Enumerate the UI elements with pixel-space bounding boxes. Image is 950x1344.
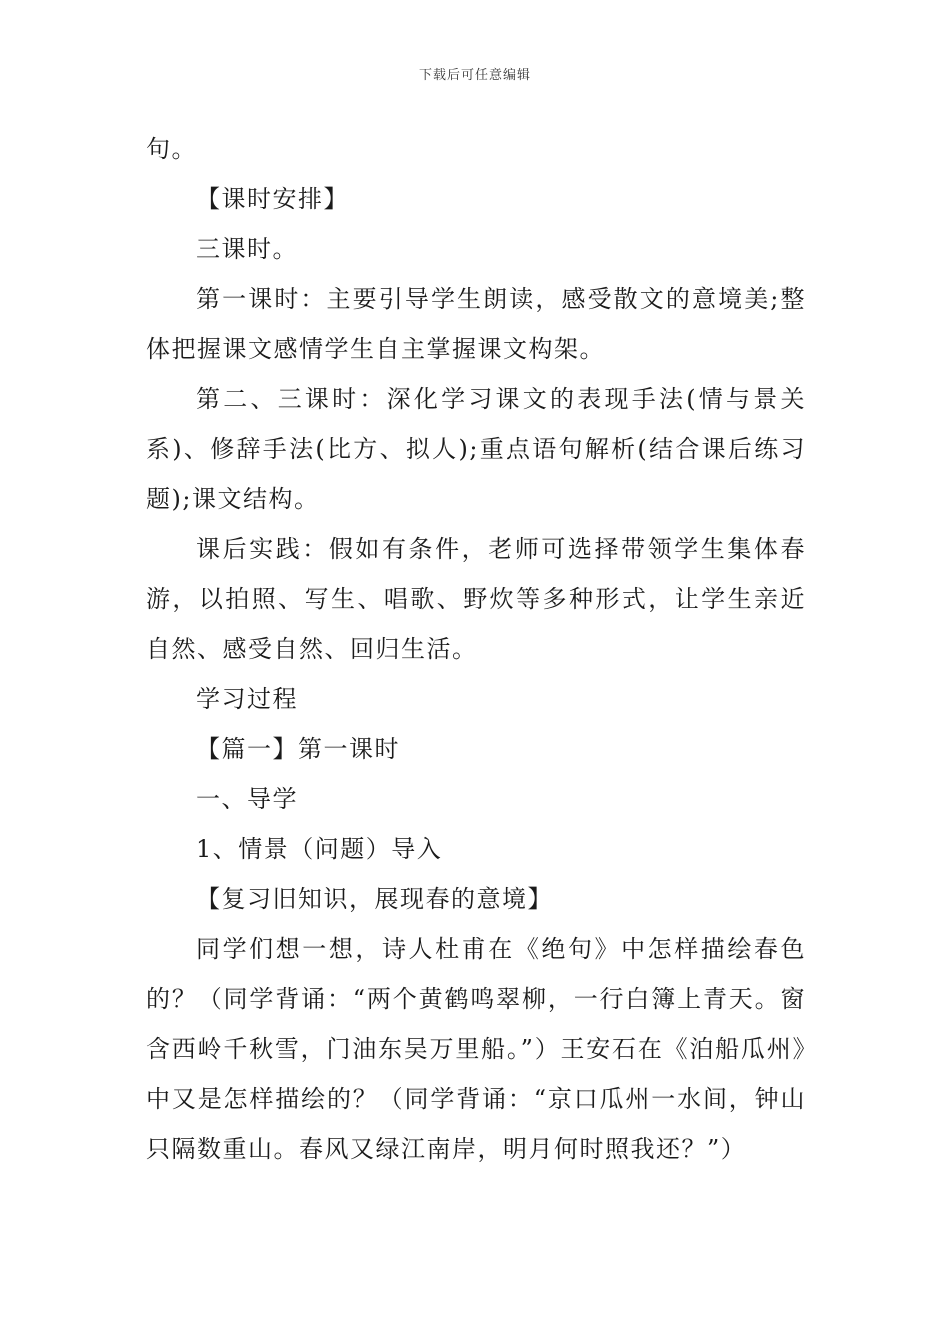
- section-heading: 【课时安排】: [196, 185, 349, 213]
- section-heading: 1、情景（问题）导入: [196, 835, 443, 863]
- paragraph: 同学们想一想，诗人杜甫在《绝句》中怎样描绘春色的？（同学背诵：“两个黄鹤鸣翠柳，一行白簿上青天。窗含西岭千秋雪，门油东吴万里船。”）王安石在《泊船瓜州》中又是怎样描绘的？（同学背诵：“京口瓜州一水间，钟山只隔数重山。春风又绿江南岸，明月何时照我还？”）: [146, 935, 806, 1163]
- section-heading: 学习过程: [196, 685, 298, 713]
- document-body: [146, 124, 806, 1174]
- paragraph: 第一课时：主要引导学生朗读，感受散文的意境美;整体把握课文感情学生自主掌握课文构架。: [146, 285, 806, 363]
- paragraph: 第二、三课时：深化学习课文的表现手法(情与景关系)、修辞手法(比方、拟人);重点语句解析(结合课后练习题);课文结构。: [146, 385, 806, 513]
- paragraph: 句。: [146, 135, 197, 163]
- page-header: 下载后可任意编辑: [418, 68, 531, 83]
- paragraph: 课后实践：假如有条件，老师可选择带领学生集体春游，以拍照、写生、唱歌、野炊等多种形式，让学生亲近自然、感受自然、回归生活。: [146, 535, 806, 663]
- section-heading: 【篇一】第一课时: [196, 735, 400, 763]
- section-heading: 【复习旧知识，展现春的意境】: [196, 885, 553, 913]
- section-heading: 一、导学: [196, 785, 298, 813]
- paragraph: 三课时。: [196, 235, 298, 263]
